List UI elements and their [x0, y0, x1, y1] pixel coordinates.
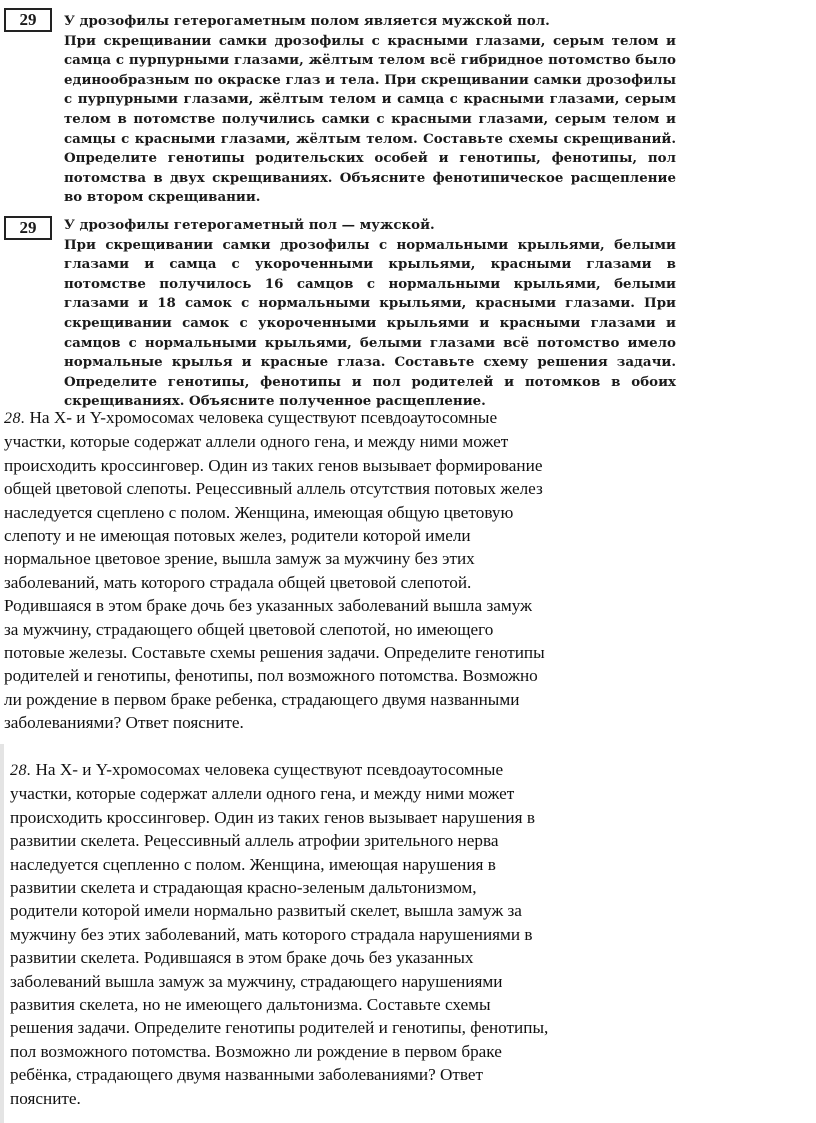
question-line: родители которой имели нормально развитый скелет, вышла замуж за: [10, 901, 522, 921]
question-line: происходить кроссинговер. Один из таких генов вызывает нарушения в: [10, 807, 535, 827]
question-line: заболеваний вышла замуж за мужчину, страдающего нарушениями: [10, 971, 503, 991]
question-line: участки, которые содержат аллели одного гена, и между ними может: [4, 432, 509, 452]
task-number-box: 29: [4, 216, 52, 240]
question-line: поясните.: [10, 1088, 81, 1108]
question-line: наследуется сцеплено с полом. Женщина, имеющая общую цветовую: [4, 502, 514, 522]
question-line: развитии скелета. Рецессивный аллель атрофии зрительного нерва: [10, 831, 499, 851]
question-line: развитии скелета и страдающая красно-зеленым дальтонизмом,: [10, 878, 477, 898]
question-line: участки, которые содержат аллели одного гена, и между ними может: [10, 784, 515, 804]
question-line: развития скелета, но не имеющего дальтонизма. Составьте схемы: [10, 995, 491, 1015]
question-line: происходить кроссинговер. Один из таких генов вызывает формирование: [4, 455, 543, 475]
question-line: 28. На X- и Y-хромосомах человека существуют псевдоаутосомные: [4, 408, 498, 427]
task-number-box: 29: [4, 8, 52, 32]
question-line: заболеваниями? Ответ поясните.: [4, 713, 244, 733]
question-line: мужчину без этих заболеваний, мать которого страдала нарушениями в: [10, 924, 533, 944]
question-line: Родившаяся в этом браке дочь без указанных заболеваний вышла замуж: [4, 596, 532, 616]
task-intro: У дрозофилы гетерогаметный пол — мужской.: [64, 217, 435, 233]
question-line: потовые железы. Составьте схемы решения задачи. Определите генотипы: [4, 643, 545, 663]
task-text: [64, 216, 676, 412]
question-line: нормальное цветовое зрение, вышла замуж за мужчину без этих: [4, 549, 475, 569]
task-body: При скрещивании самки дрозофилы с красными глазами, серым телом и самца с пурпурными глазами, жёлтым телом всё гибридное потомство было единообразным по окраске глаз и тела. При скрещивании самки дрозофилы с пурпурными глазами, жёлтым телом и самца с красными глазами, серым телом в потомстве получились самки с красными глазами, серым телом и самцы с красными глазами, жёлтым телом. Составьте схемы скрещиваний. Определите генотипы родительских особей и генотипы, фенотипы, пол потомства в двух скрещиваниях. Объясните фенотипическое расщепление во втором скрещивании.: [64, 32, 676, 206]
question-number: 28.: [10, 762, 32, 779]
question-line: решения задачи. Определите генотипы родителей и генотипы, фенотипы,: [10, 1018, 549, 1038]
question-number: 28.: [4, 410, 26, 427]
question-line: слепоту и не имеющая потовых желез, родители которой имели: [4, 526, 471, 546]
scan-edge-divider: [0, 744, 4, 1123]
question-line: развитии скелета. Родившаяся в этом браке дочь без указанных: [10, 948, 474, 968]
question-line: общей цветовой слепоты. Рецессивный аллель отсутствия потовых желез: [4, 479, 543, 499]
task-body: При скрещивании самки дрозофилы с нормальными крыльями, белыми глазами и самца с укороченными крыльями, красными глазами в потомстве получилось 16 самцов с нормальными крыльями, белыми глазами и 18 самок с нормальными крыльями, красными глазами. При скрещивании самок с укороченными крыльями и красными глазами и самцов с нормальными крыльями, белыми глазами всё потомство имело нормальные крылья и красные глаза. Составьте схему решения задачи. Определите генотипы, фенотипы и пол родителей и потомков в обоих скрещиваниях. Объясните полученное расщепление.: [64, 236, 676, 410]
task-intro: У дрозофилы гетерогаметным полом является мужской пол.: [64, 13, 550, 29]
question-line: пол возможного потомства. Возможно ли рождение в первом браке: [10, 1041, 502, 1061]
question-line: 28. На X- и Y-хромосомах человека существуют псевдоаутосомные: [10, 760, 504, 779]
task-text: [64, 12, 676, 208]
question-line: ли рождение в первом браке ребенка, страдающего двумя названными: [4, 689, 520, 709]
question-line: за мужчину, страдающего общей цветовой слепотой, но имеющего: [4, 619, 494, 639]
question-28-first: [4, 406, 604, 735]
question-line: наследуется сцепленно с полом. Женщина, имеющая нарушения в: [10, 854, 496, 874]
question-line: заболеваний, мать которого страдала общей цветовой слепотой.: [4, 572, 472, 592]
question-line: родителей и генотипы, фенотипы, пол возможного потомства. Возможно: [4, 666, 538, 686]
question-line: ребёнка, страдающего двумя названными заболеваниями? Ответ: [10, 1065, 484, 1085]
question-28-second: [10, 758, 610, 1110]
